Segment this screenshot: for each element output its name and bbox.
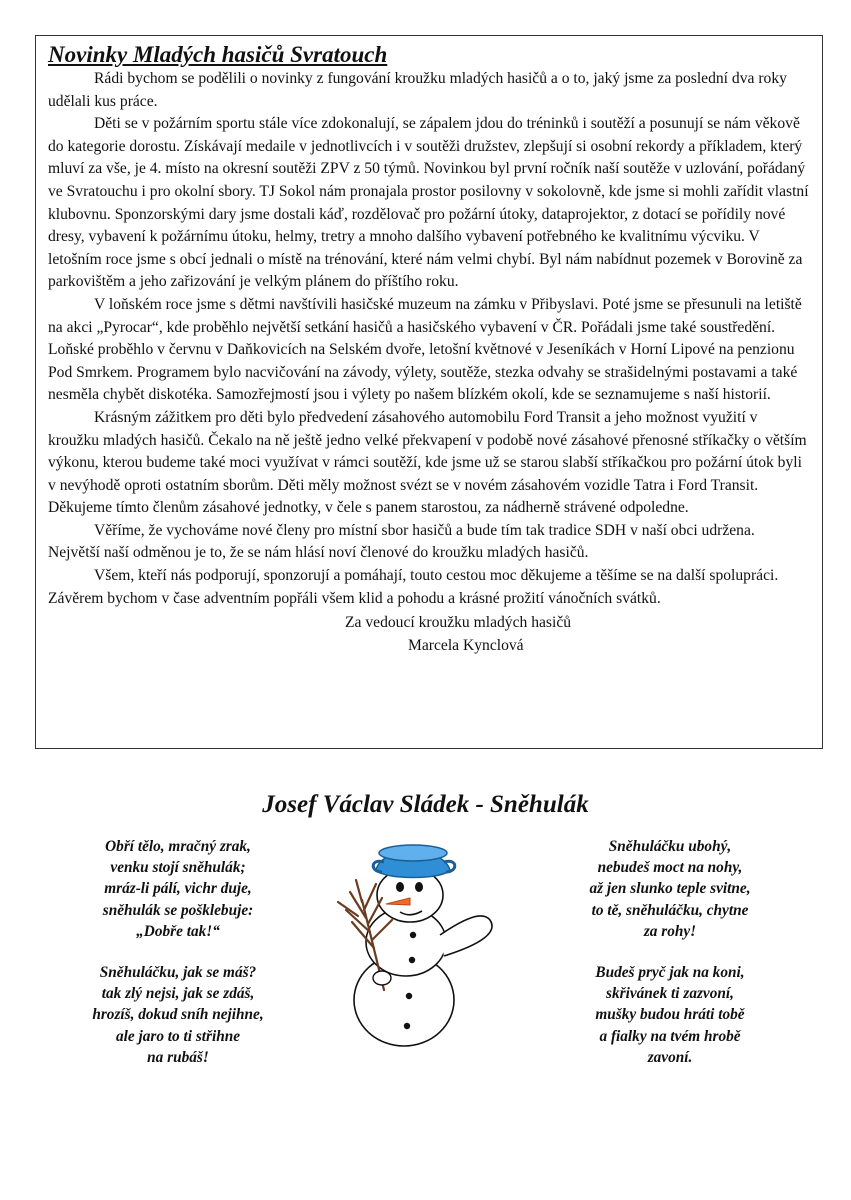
poem-line: tak zlý nejsi, jak se zdáš,: [101, 985, 255, 1003]
poem-stanza-2: [48, 962, 308, 1068]
poem-line: to tě, sněhuláčku, chytne: [591, 901, 749, 919]
article-title: Novinky Mladých hasičů Svratouch: [48, 42, 388, 67]
snowman-arm: [440, 916, 492, 956]
poem-line: Obří tělo, mračný zrak,: [105, 838, 251, 855]
poem-line: Budeš pryč jak na koni,: [595, 964, 745, 981]
snowman-illustration: [322, 840, 507, 1050]
article-box: [35, 35, 823, 749]
snowman-button: [406, 993, 412, 999]
poem-line: nebudeš moct na nohy,: [597, 859, 743, 877]
snowman-button: [410, 932, 416, 938]
poem-line: hrozíš, dokud sníh nejihne,: [92, 1006, 264, 1024]
poem-line: sněhulák se pošklebuje:: [102, 901, 254, 919]
snowman-button: [409, 957, 415, 963]
poem-line: mušky budou hráti tobě: [595, 1006, 745, 1024]
article-paragraph: Děti se v požárním sportu stále více zdokonalují, se zápalem jdou do tréninků i soutěží a posunují se nám věkově do kategorie dorostu. Získávají medaile v jednotlivcích i v soutěži družstev, zlepšují si osobní rekordy a příkladem, který mluví za vše, je 4. místo na okresní soutěži ZPV z 50 týmů. Novinkou byl první ročník naší soutěže v uzlování, pořádaný ve Svratouchu i pro okolní sbory. TJ Sokol nám pronajala prostor posilovny v sokolovně, kde jsme si mohli zařídit vlastní klubovnu. Sponzorskými dary jsme dostali káď, rozdělovač pro požární útoky, dataprojektor, z dotací se pořídily nové dresy, vybavení k požárnímu útoku, helmy, tretry a mnoho dalšího vybavení potřebného ke kvalitnímu výcviku. V letošním roce jsme s obcí jednali o místě na trénování, které nám velmi chybí. Byl nám nabídnut pozemek v Borovině za parkovištěm a jeho zařizování je velkým plánem do příštího roku.: [48, 115, 809, 291]
poem-line: zavoní.: [647, 1048, 693, 1066]
poem-line: skřivánek ti zazvoní,: [606, 985, 734, 1003]
poem-line: až jen slunko teple svitne,: [589, 880, 751, 898]
poem-title: Josef Václav Sládek - Sněhulák: [262, 791, 589, 818]
signature-line: Za vedoucí kroužku mladých hasičů: [345, 614, 572, 632]
poem-stanza-1: [48, 836, 308, 942]
signature-name: Marcela Kynclová: [408, 636, 524, 654]
snowman-button: [404, 1023, 410, 1029]
poem-line: a fialky na tvém hrobě: [599, 1027, 741, 1045]
poem-line: venku stojí sněhulák;: [110, 859, 246, 877]
article-paragraph: Rádi bychom se podělili o novinky z fungování kroužku mladých hasičů a o to, jaký jsme za poslední dva roky udělali kus práce.: [48, 70, 787, 110]
article-paragraph: Všem, kteří nás podporují, sponzorují a pomáhají, touto cestou moc děkujeme a těšíme se na další spolupráci. Závěrem bychom v čase adventním popřáli všem klid a pohodu a krásné prožití vánočních svátků.: [48, 567, 779, 607]
snowman-eye: [396, 882, 404, 892]
article-paragraph: Krásným zážitkem pro děti bylo předvedení zásahového automobilu Ford Transit a jeho možnost využití v kroužku mladých hasičů. Čekalo na ně ještě jedno velké překvapení v podobě nové zásahové přenosné stříkačky o větším výkonu, kterou budeme také moci využívat v rámci soutěží, kde jsme už se starou slabší stříkačkou pro požární útok byli v nevýhodě oproti ostatním sborům. Děti měly možnost svézt se v novém zásahovém vozidle Tatra i Ford Transit. Děkujeme tímto členům zásahové jednotky, v čele s panem starostou, za nádherně strávené odpoledne.: [48, 408, 807, 517]
poem-line: ale jaro to ti střihne: [115, 1027, 241, 1045]
poem-stanza-3: [540, 836, 800, 942]
poem-line: „Dobře tak!“: [136, 922, 220, 940]
article-paragraph: Věříme, že vychováme nové členy pro místní sbor hasičů a bude tím tak tradice SDH v naší obci udržena. Největší naší odměnou je to, že se nám hlásí noví členové do kroužku mladých hasičů.: [48, 521, 755, 562]
signature: [48, 612, 810, 657]
snowman-eye: [415, 882, 423, 892]
article-paragraph: V loňském roce jsme s dětmi navštívili hasičské muzeum na zámku v Přibyslavi. Poté jsme se přesunuli na letiště na akci „Pyrocar“, kde proběhlo největší setkání hasičů a hasičského vybavení v ČR. Pořádali jsme také soustředění. Loňské proběhlo v červnu v Daňkovicích na Selském dvoře, letošní květnové v Jeseníkách v Horní Lipové na penzionu Pod Smrkem. Programem bylo nacvičování na závody, výlety, soutěže, stezka odvahy se strašidelnými postavami a také nesměla chybět diskotéka. Samozřejmostí jsou i výlety po našem blízkém okolí, kde se seznamujeme s naší historií.: [48, 295, 802, 404]
poem-stanza-4: [540, 962, 800, 1068]
poem-line: za rohy!: [643, 922, 697, 940]
poem-line: Sněhuláčku ubohý,: [608, 838, 732, 855]
poem-line: mráz-li pálí, vichr duje,: [104, 880, 252, 898]
poem-line: Sněhuláčku, jak se máš?: [99, 964, 257, 981]
poem-line: na rubáš!: [147, 1048, 209, 1066]
